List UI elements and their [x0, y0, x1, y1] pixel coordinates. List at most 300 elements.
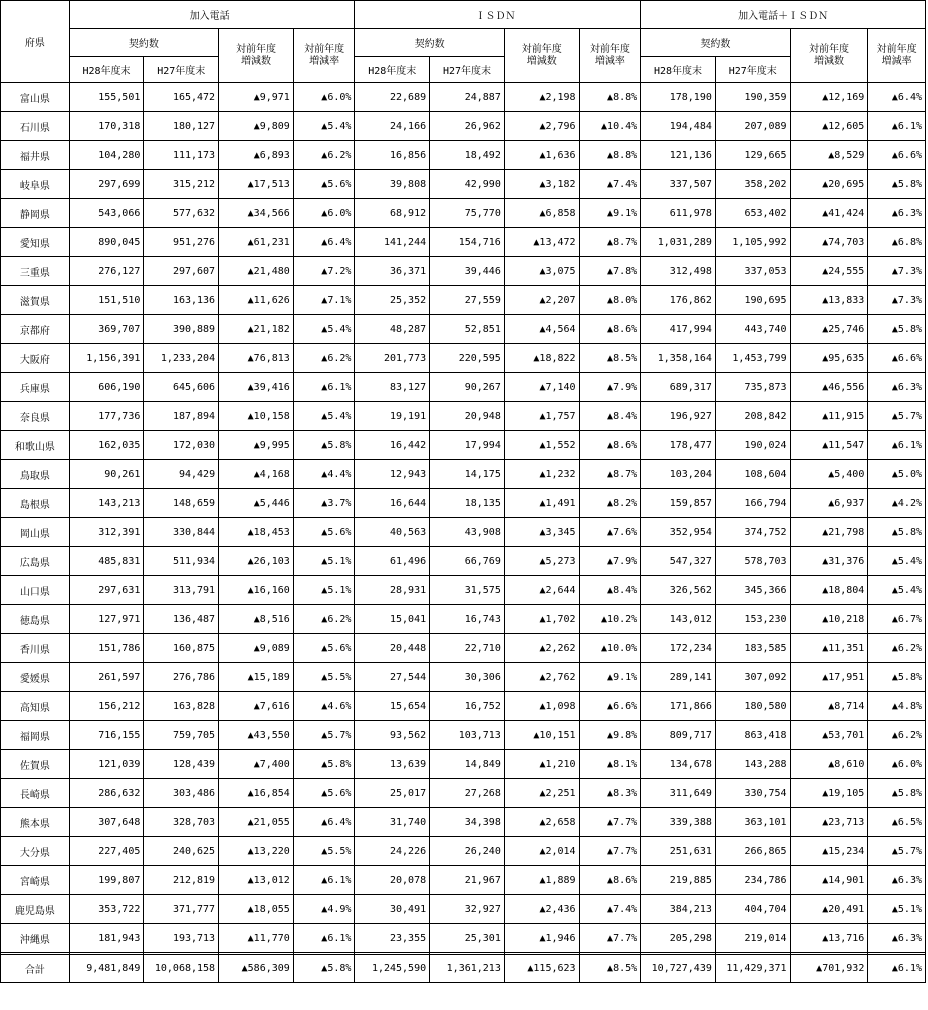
value-cell: ▲586,309 [219, 955, 294, 983]
prefecture-cell: 福井県 [1, 141, 70, 170]
value-cell: ▲7.4% [579, 170, 641, 199]
table-row [1, 170, 926, 199]
value-cell: 1,105,992 [715, 228, 790, 257]
prefecture-cell: 島根県 [1, 489, 70, 518]
value-cell: 207,089 [715, 112, 790, 141]
value-cell: ▲8.4% [579, 402, 641, 431]
value-cell: 190,695 [715, 286, 790, 315]
table-row [1, 315, 926, 344]
value-cell: 143,213 [69, 489, 144, 518]
value-cell: ▲21,055 [219, 808, 294, 837]
value-cell: ▲6.2% [293, 605, 355, 634]
table-row [1, 721, 926, 750]
value-cell: ▲8.3% [579, 779, 641, 808]
value-cell: 20,948 [430, 402, 505, 431]
value-cell: ▲1,552 [504, 431, 579, 460]
value-cell: ▲39,416 [219, 373, 294, 402]
prefecture-cell: 愛媛県 [1, 663, 70, 692]
value-cell: ▲95,635 [790, 344, 868, 373]
value-cell: ▲8.7% [579, 228, 641, 257]
value-cell: ▲10.2% [579, 605, 641, 634]
value-cell: 653,402 [715, 199, 790, 228]
prefecture-cell: 岐阜県 [1, 170, 70, 199]
diff-label: 対前年度 増減数 [521, 43, 562, 67]
value-cell: 104,280 [69, 141, 144, 170]
value-cell: ▲5.6% [293, 170, 355, 199]
value-cell: 24,226 [355, 837, 430, 866]
value-cell: 48,287 [355, 315, 430, 344]
value-cell: 716,155 [69, 721, 144, 750]
value-cell: 1,156,391 [69, 344, 144, 373]
value-cell: ▲6.1% [293, 373, 355, 402]
value-cell: ▲5.0% [868, 460, 926, 489]
value-cell: ▲4.6% [293, 692, 355, 721]
value-cell: ▲21,798 [790, 518, 868, 547]
value-cell: 27,268 [430, 779, 505, 808]
value-cell: 16,752 [430, 692, 505, 721]
value-cell: ▲3,345 [504, 518, 579, 547]
value-cell: ▲5.4% [868, 547, 926, 576]
value-cell: 199,807 [69, 866, 144, 895]
value-cell: 163,828 [144, 692, 219, 721]
value-cell: ▲2,436 [504, 895, 579, 924]
prefecture-cell: 長崎県 [1, 779, 70, 808]
value-cell: ▲41,424 [790, 199, 868, 228]
value-cell: ▲23,713 [790, 808, 868, 837]
value-cell: ▲5.4% [293, 315, 355, 344]
table-row [1, 228, 926, 257]
value-cell: 234,786 [715, 866, 790, 895]
diff-header-telephone [219, 29, 294, 83]
value-cell: ▲6.3% [868, 199, 926, 228]
value-cell: ▲13,716 [790, 924, 868, 953]
contracts-header-combined: 契約数 [641, 29, 790, 57]
value-cell: 1,233,204 [144, 344, 219, 373]
value-cell: 141,244 [355, 228, 430, 257]
value-cell: 14,849 [430, 750, 505, 779]
value-cell: 689,317 [641, 373, 716, 402]
value-cell: ▲21,182 [219, 315, 294, 344]
value-cell: 93,562 [355, 721, 430, 750]
value-cell: ▲9.8% [579, 721, 641, 750]
value-cell: 172,234 [641, 634, 716, 663]
value-cell: 261,597 [69, 663, 144, 692]
value-cell: ▲5.8% [868, 663, 926, 692]
value-cell: ▲11,770 [219, 924, 294, 953]
value-cell: ▲8,610 [790, 750, 868, 779]
prefecture-cell: 鳥取県 [1, 460, 70, 489]
value-cell: 276,786 [144, 663, 219, 692]
value-cell: ▲7.3% [868, 257, 926, 286]
table-row [1, 83, 926, 112]
value-cell: ▲12,169 [790, 83, 868, 112]
value-cell: ▲7,400 [219, 750, 294, 779]
value-cell: ▲12,605 [790, 112, 868, 141]
value-cell: 39,446 [430, 257, 505, 286]
value-cell: 286,632 [69, 779, 144, 808]
value-cell: 307,092 [715, 663, 790, 692]
value-cell: 212,819 [144, 866, 219, 895]
value-cell: ▲5.8% [868, 518, 926, 547]
value-cell: 328,703 [144, 808, 219, 837]
value-cell: 190,024 [715, 431, 790, 460]
value-cell: ▲5.8% [293, 750, 355, 779]
value-cell: 312,391 [69, 518, 144, 547]
value-cell: 61,496 [355, 547, 430, 576]
table-row [1, 924, 926, 953]
value-cell: ▲6.2% [868, 721, 926, 750]
value-cell: 121,136 [641, 141, 716, 170]
value-cell: ▲5.6% [293, 634, 355, 663]
diff-label: 対前年度 増減数 [808, 43, 849, 67]
value-cell: 12,943 [355, 460, 430, 489]
value-cell: ▲10.0% [579, 634, 641, 663]
value-cell: ▲7.3% [868, 286, 926, 315]
value-cell: ▲7,616 [219, 692, 294, 721]
total-row [1, 955, 926, 983]
table-row [1, 460, 926, 489]
value-cell: 196,927 [641, 402, 716, 431]
value-cell: ▲1,889 [504, 866, 579, 895]
value-cell: ▲11,626 [219, 286, 294, 315]
value-cell: 337,053 [715, 257, 790, 286]
value-cell: 170,318 [69, 112, 144, 141]
value-cell: 31,740 [355, 808, 430, 837]
value-cell: 21,967 [430, 866, 505, 895]
value-cell: 143,012 [641, 605, 716, 634]
prefecture-cell: 大分県 [1, 837, 70, 866]
prefecture-cell: 愛知県 [1, 228, 70, 257]
value-cell: ▲5.7% [868, 402, 926, 431]
prefecture-cell: 広島県 [1, 547, 70, 576]
value-cell: ▲7.9% [579, 373, 641, 402]
table-row [1, 373, 926, 402]
value-cell: ▲6.5% [868, 808, 926, 837]
value-cell: ▲16,854 [219, 779, 294, 808]
prefecture-cell: 高知県 [1, 692, 70, 721]
value-cell: ▲8,516 [219, 605, 294, 634]
value-cell: ▲7.4% [579, 895, 641, 924]
value-cell: 311,649 [641, 779, 716, 808]
value-cell: ▲5.4% [293, 112, 355, 141]
group-header-isdn: ＩＳＤＮ [355, 1, 641, 29]
value-cell: ▲6.6% [868, 141, 926, 170]
value-cell: 162,035 [69, 431, 144, 460]
value-cell: ▲5.7% [293, 721, 355, 750]
table-row [1, 344, 926, 373]
value-cell: 24,887 [430, 83, 505, 112]
value-cell: ▲24,555 [790, 257, 868, 286]
value-cell: 22,689 [355, 83, 430, 112]
value-cell: 160,875 [144, 634, 219, 663]
value-cell: ▲8.8% [579, 83, 641, 112]
value-cell: 809,717 [641, 721, 716, 750]
value-cell: ▲7.2% [293, 257, 355, 286]
value-cell: 312,498 [641, 257, 716, 286]
value-cell: 369,707 [69, 315, 144, 344]
value-cell: 75,770 [430, 199, 505, 228]
value-cell: 176,862 [641, 286, 716, 315]
value-cell: 297,631 [69, 576, 144, 605]
value-cell: ▲8.4% [579, 576, 641, 605]
value-cell: ▲6.3% [868, 373, 926, 402]
value-cell: ▲3.7% [293, 489, 355, 518]
value-cell: ▲7.7% [579, 808, 641, 837]
value-cell: 276,127 [69, 257, 144, 286]
value-cell: ▲9.1% [579, 663, 641, 692]
value-cell: ▲7.6% [579, 518, 641, 547]
value-cell: 374,752 [715, 518, 790, 547]
value-cell: 177,736 [69, 402, 144, 431]
value-cell: ▲20,695 [790, 170, 868, 199]
value-cell: 404,704 [715, 895, 790, 924]
value-cell: ▲11,547 [790, 431, 868, 460]
value-cell: 90,261 [69, 460, 144, 489]
prefecture-cell: 三重県 [1, 257, 70, 286]
value-cell: ▲25,746 [790, 315, 868, 344]
value-cell: 735,873 [715, 373, 790, 402]
value-cell: ▲1,946 [504, 924, 579, 953]
value-cell: ▲6,893 [219, 141, 294, 170]
value-cell: 18,135 [430, 489, 505, 518]
value-cell: ▲8.5% [579, 955, 641, 983]
value-cell: 307,648 [69, 808, 144, 837]
value-cell: 30,306 [430, 663, 505, 692]
value-cell: 330,844 [144, 518, 219, 547]
value-cell: ▲5.1% [868, 895, 926, 924]
value-cell: ▲8.5% [579, 344, 641, 373]
value-cell: 951,276 [144, 228, 219, 257]
value-cell: ▲6.6% [579, 692, 641, 721]
prefecture-cell: 熊本県 [1, 808, 70, 837]
value-cell: 28,931 [355, 576, 430, 605]
h27-header: H27年度末 [430, 57, 505, 83]
table-row [1, 547, 926, 576]
value-cell: ▲5.6% [293, 779, 355, 808]
value-cell: 19,191 [355, 402, 430, 431]
value-cell: ▲21,480 [219, 257, 294, 286]
value-cell: ▲7.1% [293, 286, 355, 315]
value-cell: 83,127 [355, 373, 430, 402]
value-cell: ▲10,158 [219, 402, 294, 431]
value-cell: ▲8.2% [579, 489, 641, 518]
table-body [1, 83, 926, 983]
value-cell: 103,713 [430, 721, 505, 750]
value-cell: 24,166 [355, 112, 430, 141]
prefecture-cell: 山口県 [1, 576, 70, 605]
value-cell: 178,477 [641, 431, 716, 460]
table-row [1, 576, 926, 605]
value-cell: 90,267 [430, 373, 505, 402]
value-cell: 23,355 [355, 924, 430, 953]
value-cell: ▲13,833 [790, 286, 868, 315]
value-cell: 187,894 [144, 402, 219, 431]
value-cell: ▲6.0% [293, 199, 355, 228]
value-cell: ▲5.5% [293, 663, 355, 692]
value-cell: 315,212 [144, 170, 219, 199]
value-cell: 297,607 [144, 257, 219, 286]
h27-header: H27年度末 [715, 57, 790, 83]
value-cell: 14,175 [430, 460, 505, 489]
value-cell: ▲6.4% [868, 83, 926, 112]
value-cell: ▲6.1% [293, 866, 355, 895]
value-cell: 180,127 [144, 112, 219, 141]
prefecture-cell: 鹿児島県 [1, 895, 70, 924]
value-cell: 26,240 [430, 837, 505, 866]
value-cell: ▲2,198 [504, 83, 579, 112]
value-cell: 547,327 [641, 547, 716, 576]
value-cell: ▲6.3% [868, 924, 926, 953]
value-cell: 156,212 [69, 692, 144, 721]
value-cell: 127,971 [69, 605, 144, 634]
value-cell: 578,703 [715, 547, 790, 576]
value-cell: 10,068,158 [144, 955, 219, 983]
value-cell: 363,101 [715, 808, 790, 837]
table-row [1, 141, 926, 170]
value-cell: ▲4,168 [219, 460, 294, 489]
value-cell: 863,418 [715, 721, 790, 750]
value-cell: ▲74,703 [790, 228, 868, 257]
value-cell: 313,791 [144, 576, 219, 605]
value-cell: 154,716 [430, 228, 505, 257]
value-cell: 171,866 [641, 692, 716, 721]
value-cell: ▲9,089 [219, 634, 294, 663]
prefecture-cell: 静岡県 [1, 199, 70, 228]
table-row [1, 605, 926, 634]
diff-header-isdn [504, 29, 579, 83]
value-cell: 128,439 [144, 750, 219, 779]
value-cell: 25,301 [430, 924, 505, 953]
value-cell: ▲5,273 [504, 547, 579, 576]
prefecture-cell: 沖縄県 [1, 924, 70, 953]
value-cell: 34,398 [430, 808, 505, 837]
value-cell: ▲46,556 [790, 373, 868, 402]
value-cell: ▲14,901 [790, 866, 868, 895]
value-cell: 31,575 [430, 576, 505, 605]
value-cell: ▲2,014 [504, 837, 579, 866]
table-row [1, 402, 926, 431]
value-cell: 136,487 [144, 605, 219, 634]
value-cell: ▲6.2% [293, 141, 355, 170]
value-cell: 1,245,590 [355, 955, 430, 983]
value-cell: ▲2,251 [504, 779, 579, 808]
value-cell: 52,851 [430, 315, 505, 344]
value-cell: ▲9,995 [219, 431, 294, 460]
value-cell: ▲1,232 [504, 460, 579, 489]
value-cell: 15,041 [355, 605, 430, 634]
value-cell: ▲8.0% [579, 286, 641, 315]
value-cell: 289,141 [641, 663, 716, 692]
prefecture-cell: 香川県 [1, 634, 70, 663]
value-cell: 240,625 [144, 837, 219, 866]
value-cell: ▲20,491 [790, 895, 868, 924]
value-cell: 190,359 [715, 83, 790, 112]
value-cell: ▲6.0% [293, 83, 355, 112]
table-row [1, 808, 926, 837]
value-cell: 16,442 [355, 431, 430, 460]
value-cell: ▲9,809 [219, 112, 294, 141]
diff-header-combined [790, 29, 868, 83]
value-cell: 577,632 [144, 199, 219, 228]
value-cell: 22,710 [430, 634, 505, 663]
value-cell: 108,604 [715, 460, 790, 489]
value-cell: 68,912 [355, 199, 430, 228]
table-row [1, 692, 926, 721]
value-cell: 606,190 [69, 373, 144, 402]
rate-label: 対前年度 増減率 [876, 43, 917, 67]
value-cell: ▲6.1% [868, 955, 926, 983]
value-cell: 353,722 [69, 895, 144, 924]
prefecture-cell: 石川県 [1, 112, 70, 141]
table-row [1, 489, 926, 518]
value-cell: ▲2,262 [504, 634, 579, 663]
value-cell: ▲6.1% [293, 924, 355, 953]
value-cell: ▲5,446 [219, 489, 294, 518]
value-cell: ▲8.8% [579, 141, 641, 170]
value-cell: ▲5.1% [293, 576, 355, 605]
value-cell: 611,978 [641, 199, 716, 228]
group-header-combined: 加入電話＋ＩＳＤＮ [641, 1, 926, 29]
table-row [1, 663, 926, 692]
value-cell: 178,190 [641, 83, 716, 112]
value-cell: 330,754 [715, 779, 790, 808]
value-cell: 151,786 [69, 634, 144, 663]
value-cell: 337,507 [641, 170, 716, 199]
table-row [1, 866, 926, 895]
value-cell: 326,562 [641, 576, 716, 605]
value-cell: 9,481,849 [69, 955, 144, 983]
value-cell: ▲5.5% [293, 837, 355, 866]
value-cell: 371,777 [144, 895, 219, 924]
value-cell: ▲8.6% [579, 866, 641, 895]
value-cell: 266,865 [715, 837, 790, 866]
value-cell: ▲4.2% [868, 489, 926, 518]
value-cell: 759,705 [144, 721, 219, 750]
value-cell: 121,039 [69, 750, 144, 779]
value-cell: ▲2,644 [504, 576, 579, 605]
value-cell: ▲1,098 [504, 692, 579, 721]
value-cell: ▲6.8% [868, 228, 926, 257]
value-cell: 251,631 [641, 837, 716, 866]
contracts-header-isdn: 契約数 [355, 29, 504, 57]
value-cell: ▲13,220 [219, 837, 294, 866]
value-cell: ▲10,218 [790, 605, 868, 634]
value-cell: 1,361,213 [430, 955, 505, 983]
value-cell: 1,031,289 [641, 228, 716, 257]
value-cell: 390,889 [144, 315, 219, 344]
table-row [1, 837, 926, 866]
value-cell: ▲7,140 [504, 373, 579, 402]
value-cell: 208,842 [715, 402, 790, 431]
value-cell: 485,831 [69, 547, 144, 576]
value-cell: ▲8,529 [790, 141, 868, 170]
value-cell: ▲6.3% [868, 866, 926, 895]
value-cell: ▲4,564 [504, 315, 579, 344]
value-cell: ▲701,932 [790, 955, 868, 983]
value-cell: ▲4.9% [293, 895, 355, 924]
value-cell: ▲2,658 [504, 808, 579, 837]
value-cell: ▲5.8% [868, 170, 926, 199]
value-cell: 18,492 [430, 141, 505, 170]
value-cell: 143,288 [715, 750, 790, 779]
value-cell: 16,856 [355, 141, 430, 170]
value-cell: ▲1,702 [504, 605, 579, 634]
value-cell: ▲6.0% [868, 750, 926, 779]
value-cell: ▲5.8% [293, 431, 355, 460]
prefecture-cell: 宮崎県 [1, 866, 70, 895]
value-cell: ▲7.9% [579, 547, 641, 576]
value-cell: 645,606 [144, 373, 219, 402]
